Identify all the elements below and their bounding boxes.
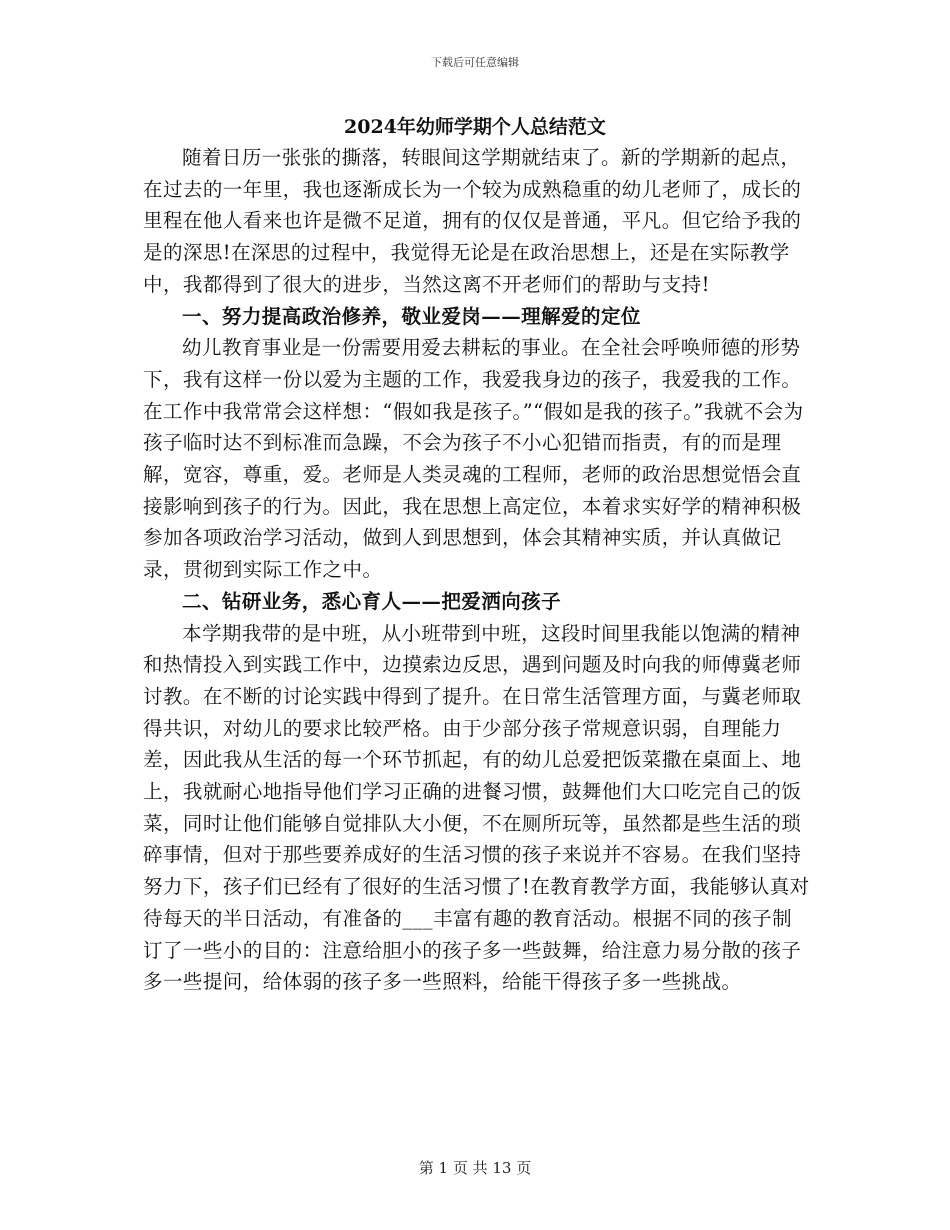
document-title: 2024年幼师学期个人总结范文 (344, 116, 606, 138)
section-heading-1: 一、努力提高政治修养，敬业爱岗——理解爱的定位 (182, 304, 641, 328)
section-2-paragraph: 本学期我带的是中班，从小班带到中班，这段时间里我能以饱满的精神和热情投入到实践工作中，边摸索边反思，遇到问题及时向我的师傅冀老师讨教。在不断的讨论实践中得到了提升。在日常生活管理方面，与冀老师取得共识，对幼儿的要求比较严格。由于少部分孩子常规意识弱，自理能力差，因此我从生活的每一个环节抓起，有的幼儿总爱把饭菜撒在桌面上、地上，我就耐心地指导他们学习正确的进餐习惯，鼓舞他们大口吃完自己的饭菜，同时让他们能够自觉排队大小便，不在厕所玩等，虽然都是些生活的琐碎事情，但对于那些要养成好的生活习惯的孩子来说并不容易。在我们坚持努力下，孩子们已经有了很好的生活习惯了!在教育教学方面，我能够认真对待每天的半日活动，有准备的___丰富有趣的教育活动。根据不同的孩子制订了一些小的目的：注意给胆小的孩子多一些鼓舞，给注意力易分散的孩子多一些提问，给体弱的孩子多一些照料，给能干得孩子多一些挑战。 (143, 621, 810, 994)
document-body (143, 142, 811, 998)
page-number-footer: 第 1 页 共 13 页 (418, 1159, 532, 1177)
page-header: 下载后可任意编辑 (431, 56, 519, 69)
section-heading-2: 二、钻研业务，悉心育人——把爱洒向孩子 (182, 589, 562, 613)
intro-paragraph: 随着日历一张张的撕落，转眼间这学期就结束了。新的学期新的起点，在过去的一年里，我也逐渐成长为一个较为成熟稳重的幼儿老师了，成长的里程在他人看来也许是微不足道，拥有的仅仅是普通，平凡。但它给予我的是的深思!在深思的过程中，我觉得无论是在政治思想上，还是在实际教学中，我都得到了很大的进步，当然这离不开老师们的帮助与支持! (143, 146, 802, 296)
section-1-paragraph: 幼儿教育事业是一份需要用爱去耕耘的事业。在全社会呼唤师德的形势下，我有这样一份以爱为主题的工作，我爱我身边的孩子，我爱我的工作。在工作中我常常会这样想：“假如我是孩子。”“假如是我的孩子。”我就不会为孩子临时达不到标准而急躁，不会为孩子不小心犯错而指责，有的而是理解，宽容，尊重，爱。老师是人类灵魂的工程师，老师的政治思想觉悟会直接影响到孩子的行为。因此，我在思想上高定位，本着求实好学的精神积极参加各项政治学习活动，做到人到思想到，体会其精神实质，并认真做记录，贯彻到实际工作之中。 (143, 336, 804, 582)
